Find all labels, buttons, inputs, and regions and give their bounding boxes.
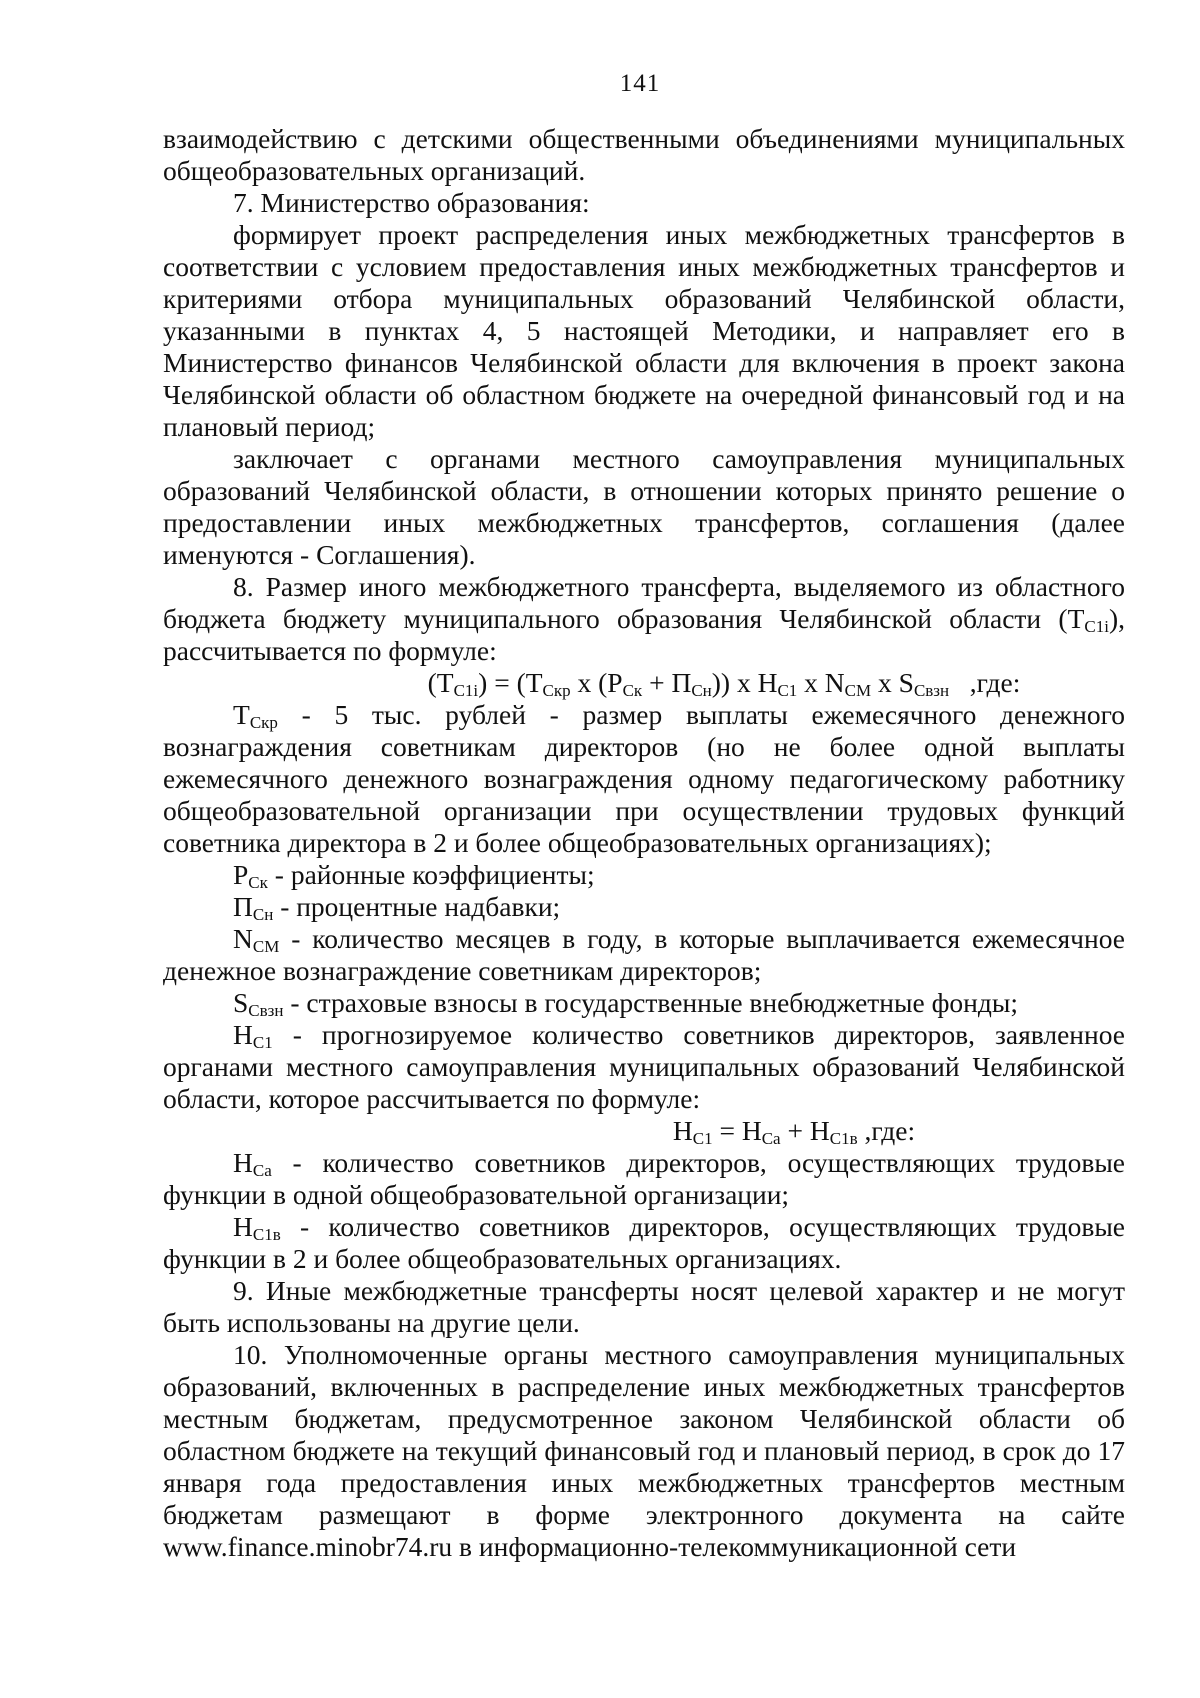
definition-p-sn: $П_{Сн}$ - процентные надбавки; xyxy=(233,891,561,924)
definition-h-c1: $Н_{C1}$ - прогнозируемое количество советников директоров, заявленное органами местного самоуправления муниципальных образований Челябинской области, которое рассчитывается по формуле: xyxy=(163,1019,1125,1114)
paragraph-7-agreements: заключает с органами местного самоуправления муниципальных образований Челябинской области, в отношении которых принято решение о предоставлении иных межбюджетных трансфертов, соглашения (далее именуются - Соглашения). xyxy=(163,443,1125,570)
formula-advisors-count: $Н_{C1} = Н_{Ca} + Н_{C1в}$ ,где: xyxy=(672,1115,916,1148)
definition-r-sk: $Р_{Ск}$ - районные коэффициенты; xyxy=(233,859,595,892)
paragraph-7-forms-project: формирует проект распределения иных межбюджетных трансфертов в соответствии с условием предоставления иных межбюджетных трансфертов и критериями отбора муниципальных образований Челябинской области, указанными в пунктах 4, 5 настоящей Методики, и направляет его в Министерство финансов Челябинской области для включения в проект закона Челябинской области об областном бюджете на очередной финансовый год и на плановый период; xyxy=(163,219,1125,442)
definition-h-ca: $Н_{Ca}$ - количество советников директоров, осуществляющих трудовые функции в одной общеобразовательной организации; xyxy=(163,1147,1125,1210)
paragraph-8: 8. Размер иного межбюджетного трансферта, выделяемого из областного бюджета бюджету муниципального образования Челябинской области $(Т_{C1i})$, рассчитывается по формуле: xyxy=(163,571,1125,666)
paragraph-intro: взаимодействию с детскими общественными объединениями муниципальных общеобразовательных организаций. xyxy=(163,123,1125,186)
document-body xyxy=(163,123,1125,1563)
paragraph-10: 10. Уполномоченные органы местного самоуправления муниципальных образований, включенных в распределение иных межбюджетных трансфертов местным бюджетам, предусмотренное законом Челябинской области об областном бюджете на текущий финансовый год и плановый период, в срок до 17 января года предоставления иных межбюджетных трансфертов местным бюджетам размещают в форме электронного документа на сайте www.finance.minobr74.ru в информационно-телекоммуникационной сети xyxy=(163,1339,1125,1562)
definition-s-cvzn: $S_{Cвзн}$ - страховые взносы в государственные внебюджетные фонды; xyxy=(233,987,1018,1020)
definition-n-cm: $N_{CM}$ - количество месяцев в году, в которые выплачивается ежемесячное денежное вознаграждение советникам директоров; xyxy=(163,923,1125,986)
page-number: 141 xyxy=(619,70,661,97)
paragraph-9: 9. Иные межбюджетные трансферты носят целевой характер и не могут быть использованы на другие цели. xyxy=(163,1275,1125,1338)
paragraph-7-heading: 7. Министерство образования: xyxy=(233,187,590,218)
definition-t-skr: $Т_{Скр} - 5$ тыс. рублей - размер выплаты ежемесячного денежного вознаграждения советникам директоров (но не более одной выплаты ежемесячного денежного вознаграждения одному педагогическому работнику общеобразовательной организации при осуществлении трудовых функций советника директора в 2 и более общеобразовательных организациях); xyxy=(163,699,1125,858)
formula-transfer-size: $(Т_{C1i}) = (Т_{Скр}$ х $(Р_{Ск} + П_{Сн})$) х $Н_{C1}$ х $N_{CM}$ х $S_{Cвзн}$ ,где: xyxy=(427,667,1021,700)
definition-h-c1b: $Н_{C1в}$ - количество советников директоров, осуществляющих трудовые функции в 2 и более общеобразовательных организациях. xyxy=(163,1211,1125,1274)
